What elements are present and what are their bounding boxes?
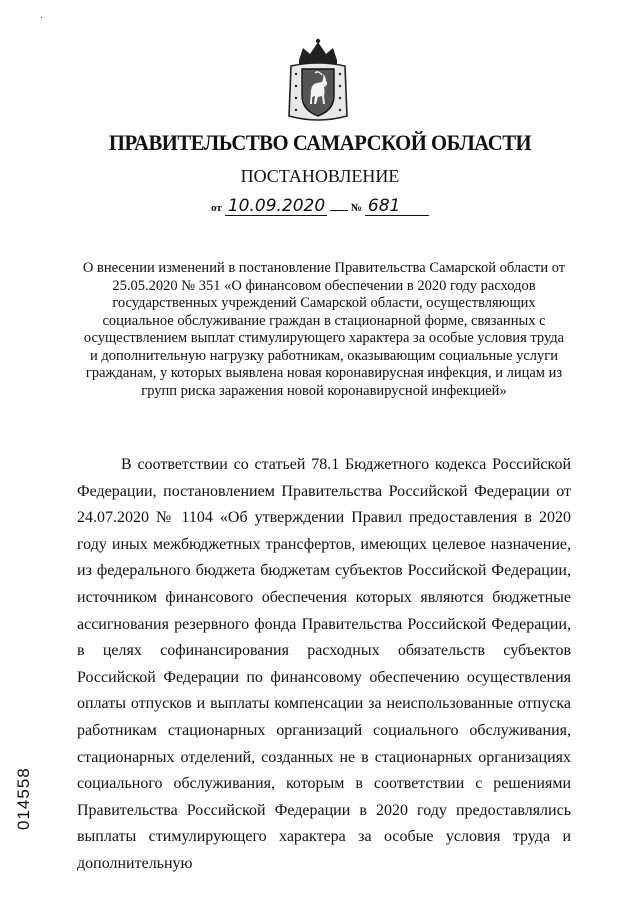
samara-region-coat-of-arms-icon <box>285 38 351 124</box>
document-type: ПОСТАНОВЛЕНИЕ <box>240 166 400 186</box>
body-paragraph: В соответствии со статьей 78.1 Бюджетного кодекса Российской Федерации, постановлением Правительства Российской Федерации от 24.07.2020 № 1104 «Об утверждении Правил предоставления в 2020 году иных межбюджетных трансфертов, имеющих целевое назначение, из федерального бюджета бюджетам субъектов Российской Федерации, источником финансового обеспечения которых являются бюджетные ассигнования резервного фонда Правительства Российской Федерации, в целях софинансирования расходных обязательств субъектов Российской Федерации по финансовому обеспечению осуществления оплаты отпусков и выплаты компенсации за неиспользованные отпуска работникам стационарных организаций социального обслуживания, стационарных отделений, созданных не в стационарных организациях социального обслуживания, которым в соответствии с решениями Правительства Российской Федерации в 2020 году предоставлялись выплаты стимулирующего характера за особые условия труда и дополнительную <box>77 456 571 872</box>
document-body <box>77 452 571 878</box>
underline-blank <box>330 210 348 211</box>
date-label: от <box>211 202 222 214</box>
scan-speck: · <box>40 13 44 24</box>
authority-title: ПРАВИТЕЛЬСТВО САМАРСКОЙ ОБЛАСТИ <box>108 130 532 155</box>
number-label: № <box>350 202 362 214</box>
handwritten-date: 10.09.2020 <box>225 198 327 216</box>
document-subject: О внесении изменений в постановление Правительства Самарской области от 25.05.2020 № 351 «О финансовом обеспечении в 2020 году расходов государственных учреждений Самарской области, осуществляющих социальное обслуживание граждан в стационарной форме, связанных с осуществлением выплат стимулирующего характера за особые условия труда и дополнительную нагрузку работникам, оказывающим социальные услуги гражданам, у которых выявлена новая коронавирусная инфекция, и лицам из групп риска заражения новой коронавирусной инфекцией» <box>82 260 566 399</box>
handwritten-number: 681 <box>365 198 429 216</box>
document-reference <box>0 198 640 216</box>
margin-serial-number: 014558 <box>14 767 33 830</box>
